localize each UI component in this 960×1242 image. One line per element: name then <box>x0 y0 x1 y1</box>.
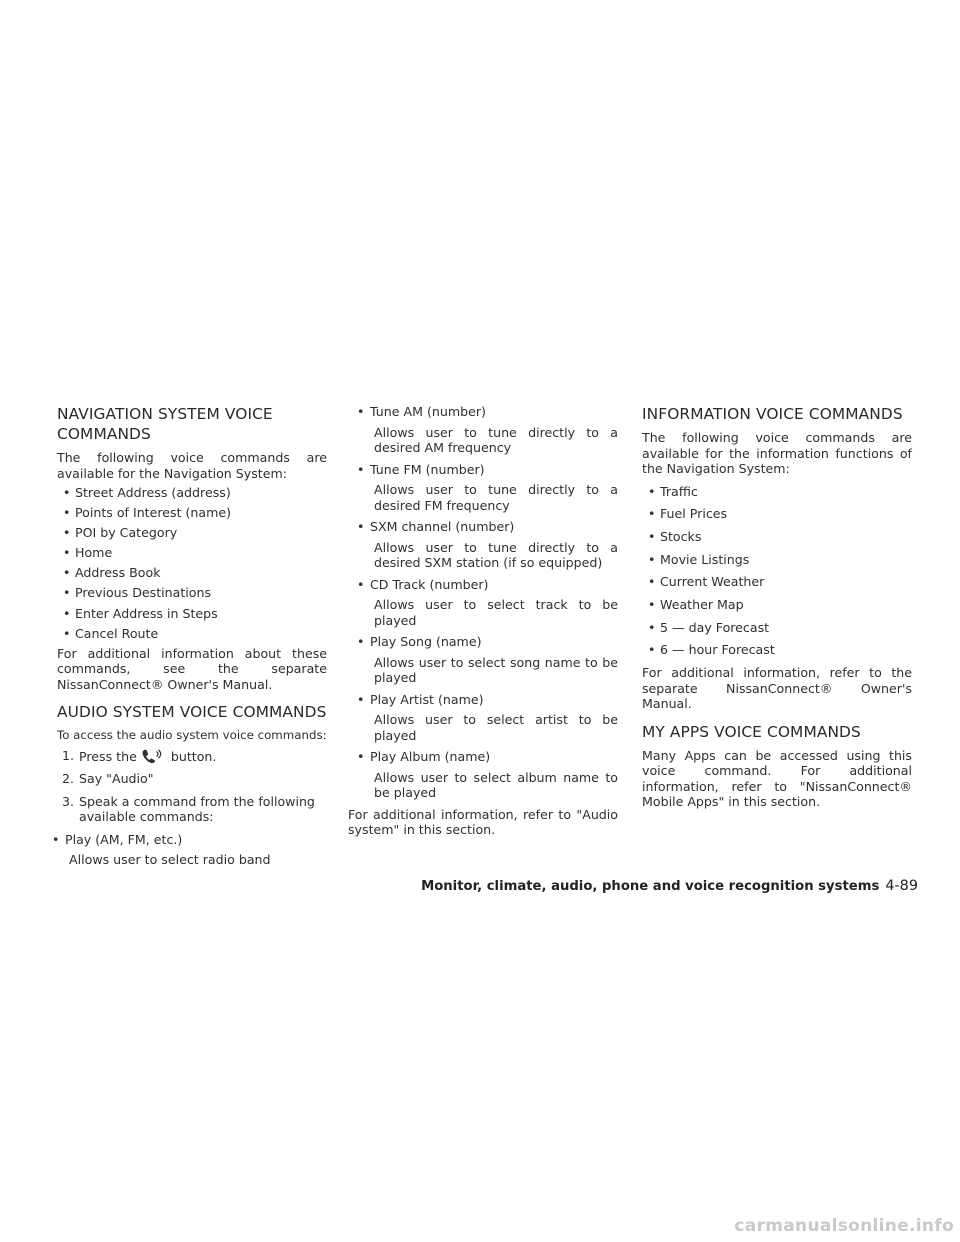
audio-steps <box>57 748 327 825</box>
page-footer <box>0 878 918 894</box>
audio-command-desc: Allows user to tune directly to a desired SXM station (if so equipped) <box>374 539 618 570</box>
audio-command-desc: Allows user to select song name to be played <box>374 654 618 685</box>
page-number: 4-89 <box>885 878 918 894</box>
audio-command <box>348 519 618 571</box>
audio-command <box>348 404 618 456</box>
list-item: • Fuel Prices <box>642 506 912 522</box>
nav-outro: For additional information about these commands, see the separate NissanConnect® Owner's Manual. <box>57 645 327 692</box>
list-item: • Traffic <box>642 484 912 500</box>
list-item: • Stocks <box>642 529 912 545</box>
audio-command-desc: Allows user to tune directly to a desired FM frequency <box>374 482 618 513</box>
list-item: • Previous Destinations <box>57 585 327 601</box>
audio-outro: For additional information, refer to "Audio system" in this section. <box>348 806 618 837</box>
step-2-text: Say "Audio" <box>79 771 154 787</box>
audio-command-title: • Tune FM (number) <box>348 462 618 478</box>
footer-section-title: Monitor, climate, audio, phone and voice recognition systems <box>421 879 880 894</box>
list-item: • Weather Map <box>642 597 912 613</box>
list-item: • Address Book <box>57 565 327 581</box>
nav-heading-line1: NAVIGATION SYSTEM VOICE <box>57 405 273 423</box>
nav-commands-heading <box>57 404 327 444</box>
audio-command-desc: Allows user to select artist to be played <box>374 712 618 743</box>
audio-commands-heading: AUDIO SYSTEM VOICE COMMANDS <box>57 703 327 722</box>
audio-command-title: • Play (AM, FM, etc.) <box>43 832 327 848</box>
list-item: • Points of Interest (name) <box>57 505 327 521</box>
audio-command-title: • Play Album (name) <box>348 749 618 765</box>
list-item: • Home <box>57 545 327 561</box>
talk-voice-icon <box>141 748 167 764</box>
info-command-list <box>642 484 912 658</box>
audio-command <box>348 692 618 744</box>
step-3-text: Speak a command from the following available commands: <box>79 793 315 825</box>
list-item: • Street Address (address) <box>57 485 327 501</box>
audio-command <box>348 462 618 514</box>
audio-command-title: • Play Artist (name) <box>348 692 618 708</box>
audio-command <box>348 577 618 629</box>
list-item: • Cancel Route <box>57 626 327 642</box>
audio-command-title: • CD Track (number) <box>348 577 618 593</box>
step-3 <box>57 794 327 825</box>
apps-body: Many Apps can be accessed using this voice command. For additional information, refer to "NissanConnect® Mobile Apps" in this section. <box>642 747 912 809</box>
audio-command <box>43 832 327 868</box>
step-number: 2. <box>62 771 75 787</box>
audio-command <box>348 749 618 801</box>
list-item: • POI by Category <box>57 525 327 541</box>
audio-command-desc: Allows user to select album name to be played <box>374 769 618 800</box>
step-number: 3. <box>62 793 75 809</box>
list-item: • 6 — hour Forecast <box>642 642 912 658</box>
step-1-text-before: Press the <box>79 748 137 764</box>
list-item: • Current Weather <box>642 574 912 590</box>
list-item: • Enter Address in Steps <box>57 606 327 622</box>
audio-intro: To access the audio system voice commands: <box>57 728 327 743</box>
audio-command <box>348 634 618 686</box>
audio-command-title: • SXM channel (number) <box>348 519 618 535</box>
nav-intro: The following voice commands are available for the Navigation System: <box>57 450 327 481</box>
nav-command-list <box>57 485 327 641</box>
audio-command-desc: Allows user to select radio band <box>69 852 271 868</box>
info-outro: For additional information, refer to the separate NissanConnect® Owner's Manual. <box>642 665 912 711</box>
column-left <box>57 404 327 874</box>
step-2 <box>57 771 327 787</box>
step-1 <box>57 748 327 765</box>
audio-command-title: • Tune AM (number) <box>348 404 618 420</box>
audio-command-title: • Play Song (name) <box>348 634 618 650</box>
step-1-text-after: button. <box>170 748 217 764</box>
info-commands-heading: INFORMATION VOICE COMMANDS <box>642 405 903 423</box>
list-item: • 5 — day Forecast <box>642 620 912 636</box>
step-number: 1. <box>62 747 75 763</box>
watermark-logo: carmanualsonline.info <box>734 1216 954 1236</box>
apps-commands-heading: MY APPS VOICE COMMANDS <box>642 722 861 741</box>
list-item: • Movie Listings <box>642 552 912 568</box>
nav-heading-line2: COMMANDS <box>57 425 151 443</box>
column-right <box>642 404 912 814</box>
column-middle <box>348 404 618 842</box>
audio-command-desc: Allows user to tune directly to a desired AM frequency <box>374 424 618 455</box>
info-intro: The following voice commands are available for the information functions of the Navigation System: <box>642 430 912 476</box>
audio-command-desc: Allows user to select track to be played <box>374 597 618 628</box>
